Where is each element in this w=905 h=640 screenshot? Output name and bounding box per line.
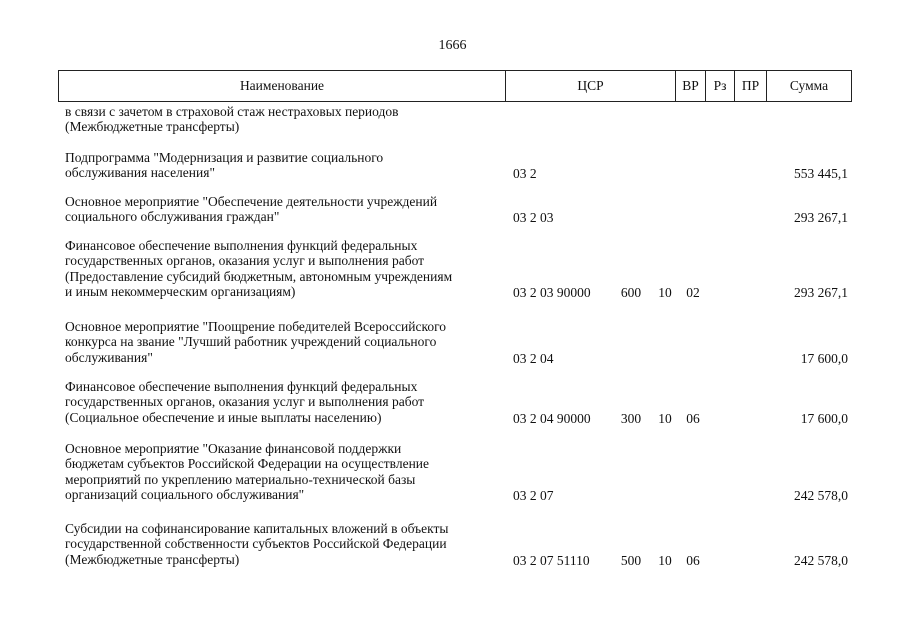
row-csr: 03 2 04 90000 <box>513 410 591 426</box>
row-name <box>65 194 501 225</box>
row-sum: 293 267,1 <box>794 210 848 226</box>
row-name <box>65 521 501 567</box>
row-name-line: и иным некоммерческим организациям) <box>65 283 296 299</box>
row-name-line: обслуживания населения" <box>65 165 215 181</box>
row-csr: 03 2 07 51110 <box>513 552 590 568</box>
row-name-line: Основное мероприятие "Поощрение победителей Всероссийского <box>65 319 447 334</box>
row-name-line: Финансовое обеспечение выполнения функций федеральных <box>65 379 418 394</box>
row-name-line: социального обслуживания граждан" <box>65 209 280 225</box>
row-csr: 03 2 04 <box>513 350 554 366</box>
row-vr: 600 <box>620 284 642 300</box>
row-pr: 02 <box>686 284 700 300</box>
row-pr: 06 <box>686 410 700 426</box>
row-sum: 242 578,0 <box>794 487 848 503</box>
header-pr: ПР <box>735 71 767 101</box>
header-rz: Рз <box>706 71 735 101</box>
row-name-line: Основное мероприятие "Обеспечение деятельности учреждений <box>65 194 438 209</box>
row-name <box>65 104 501 135</box>
row-csr: 03 2 <box>513 166 537 182</box>
row-vr: 300 <box>620 410 642 426</box>
row-pr: 06 <box>686 552 700 568</box>
page-number: 1666 <box>438 38 467 53</box>
row-name <box>65 150 501 181</box>
row-name-line: (Межбюджетные трансферты) <box>65 119 240 135</box>
row-vr: 500 <box>620 552 642 568</box>
row-sum: 17 600,0 <box>800 410 848 426</box>
row-name-line: (Межбюджетные трансферты) <box>65 551 240 567</box>
row-name-line: Подпрограмма "Модернизация и развитие социального <box>65 150 384 165</box>
header-csr: ЦСР <box>506 71 676 101</box>
row-csr: 03 2 03 <box>513 210 554 226</box>
row-name-line: в связи с зачетом в страховой стаж нестраховых периодов <box>65 104 399 119</box>
row-name-line: Субсидии на софинансирование капитальных вложений в объекты <box>65 521 449 536</box>
row-name-line: обслуживания" <box>65 349 153 365</box>
row-name-line: организаций социального обслуживания" <box>65 486 305 502</box>
row-name-line: (Социальное обеспечение и иные выплаты населению) <box>65 409 382 425</box>
row-name-line: бюджетам субъектов Российской Федерации на осуществление <box>65 456 430 472</box>
header-vr: ВР <box>676 71 706 101</box>
row-name-line: государственных органов, оказания услуг и выполнения работ <box>65 394 425 410</box>
row-name-line: (Предоставление субсидий бюджетным, автономным учреждениям <box>65 268 453 284</box>
row-name <box>65 319 501 365</box>
row-rz: 10 <box>658 410 672 426</box>
row-name-line: конкурса на звание "Лучший работник учреждений социального <box>65 334 437 350</box>
row-name-line: Основное мероприятие "Оказание финансовой поддержки <box>65 441 402 456</box>
row-sum: 553 445,1 <box>794 166 848 182</box>
row-rz: 10 <box>658 552 672 568</box>
row-name <box>65 441 501 502</box>
row-rz: 10 <box>658 284 672 300</box>
row-sum: 293 267,1 <box>794 284 848 300</box>
row-name-line: государственной собственности субъектов Российской Федерации <box>65 536 447 552</box>
row-name-line: государственных органов, оказания услуг и выполнения работ <box>65 253 425 269</box>
row-csr: 03 2 07 <box>513 487 554 503</box>
row-name <box>65 379 501 425</box>
table-header <box>58 70 852 102</box>
row-name <box>65 238 501 299</box>
row-name-line: мероприятий по укреплению материально-технической базы <box>65 471 416 487</box>
row-sum: 242 578,0 <box>794 552 848 568</box>
row-csr: 03 2 03 90000 <box>513 284 591 300</box>
header-name: Наименование <box>59 71 506 101</box>
header-sum: Сумма <box>789 78 829 93</box>
row-name-line: Финансовое обеспечение выполнения функций федеральных <box>65 238 418 253</box>
row-sum: 17 600,0 <box>800 350 848 366</box>
